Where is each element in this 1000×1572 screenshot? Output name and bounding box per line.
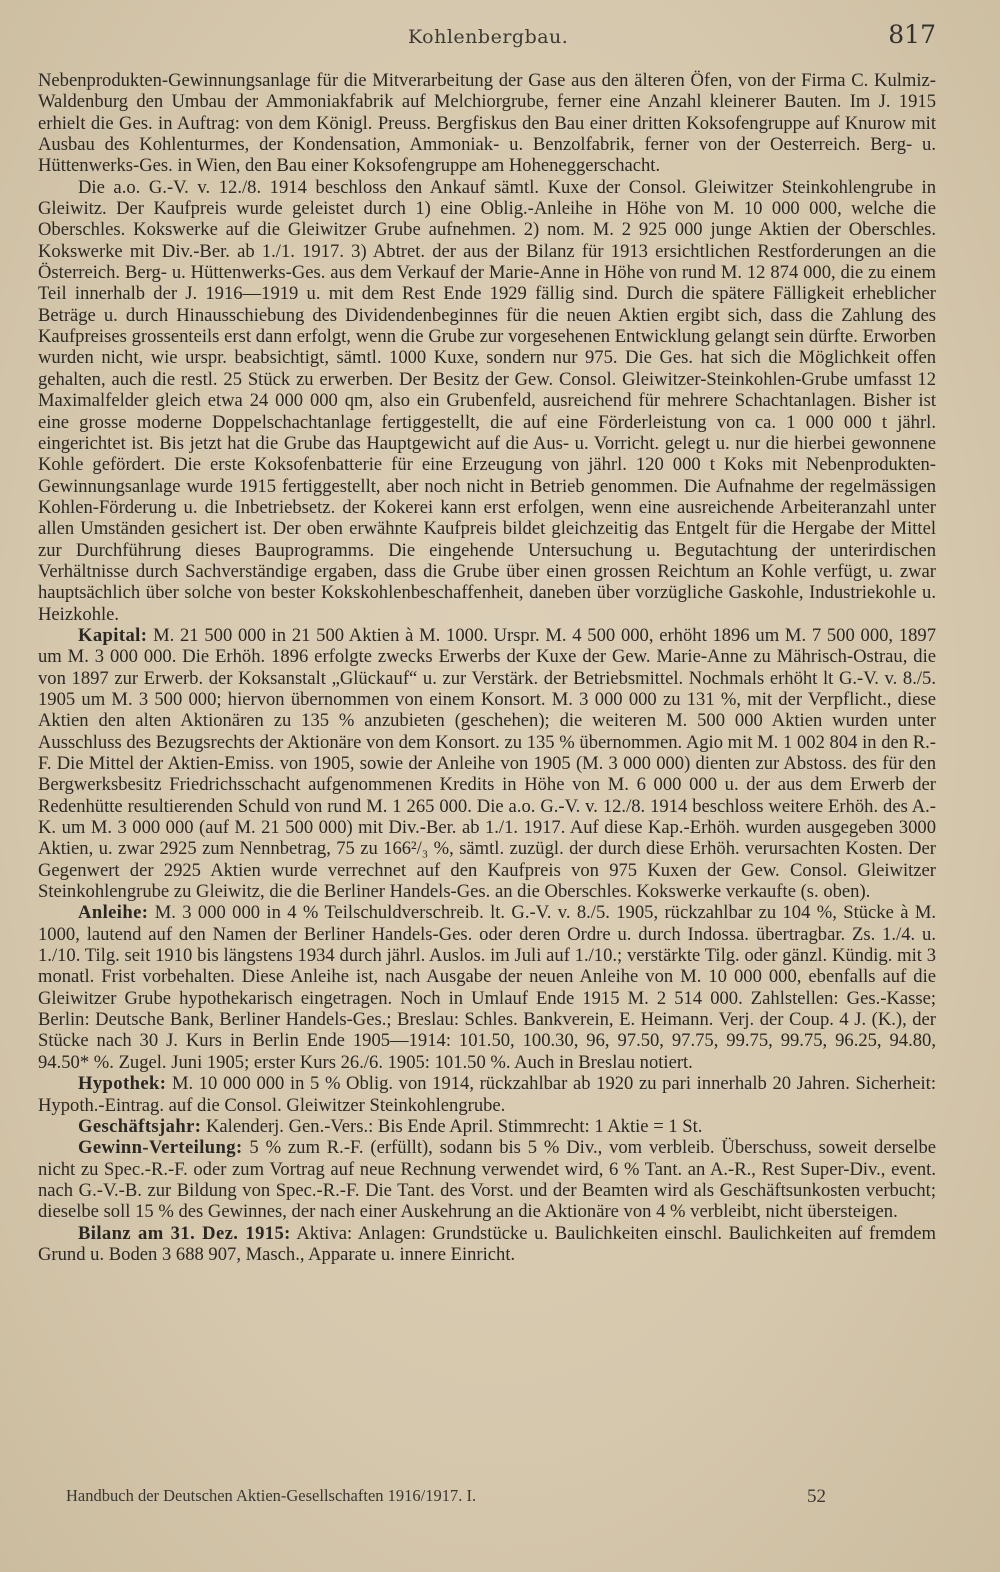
paragraph-gv-ankauf: Die a.o. G.-V. v. 12./8. 1914 beschloss den Ankauf sämtl. Kuxe der Consol. Gleiwitzer Steinkohlengrube in Gleiwitz. Der Kaufpreis wurde geleistet durch 1) eine Oblig.-Anleihe in Höhe von M. 10 000 000, welche die Oberschles. Kokswerke auf die Gleiwitzer Grube aufnehmen. 2) nom. M. 2 925 000 junge Aktien der Oberschles. Kokswerke mit Div.-Ber. ab 1./1. 1917. 3) Abtret. der aus der Bilanz für 1913 ersichtlichen Restforderungen an die Österreich. Berg- u. Hüttenwerks-Ges. aus dem Verkauf der Marie-Anne in Höhe von rund M. 12 874 000, die zu einem Teil innerhalb der J. 1916—1919 u. mit dem Rest Ende 1929 fällig sind. Durch die spätere Fälligkeit erheblicher Beträge u. durch Hinausschiebung des Dividendenbeginnes für die neuen Aktien ergibt sich, dass die Zahlung des Kaufpreises grossenteils erst dann erfolgt, wenn die Grube zur vorgesehenen Entwicklung gelangt sein dürfte. Erworben wurden nicht, wie urspr. beabsichtigt, sämtl. 1000 Kuxe, sondern nur 975. Die Ges. hat sich die Möglichkeit offen gehalten, auch die restl. 25 Stück zu erwerben. Der Besitz der Gew. Consol. Gleiwitzer-Steinkohlen-Grube umfasst 12 Maximalfelder gleich etwa 24 000 000 qm, also ein Grubenfeld, ausreichend für mehrere Schachtanlagen. Bisher ist eine grosse moderne Doppelschachtanlage fertiggestellt, die auf eine Förderleistung von ca. 1 000 000 t jährl. eingerichtet ist. Bis jetzt hat die Grube das Hauptgewicht auf die Aus- u. Vorricht. gelegt u. nur die hierbei gewonnene Kohle gefördert. Die erste Koksofenbatterie für eine Erzeugung von jährl. 120 000 t Koks mit Nebenprodukten-Gewinnungsanlage wurde 1915 fertiggestellt, aber noch nicht in Betrieb genommen. Die Aufnahme der regelmässigen Kohlen-Förderung u. die Inbetriebsetz. der Kokerei kann erst erfolgen, wenn eine ausreichende Arbeiteranzahl unter allen Umständen gesichert ist. Der oben erwähnte Kaufpreis bildet gleichzeitig das Entgelt für die Hergabe der Mittel zur Durchführung dieses Bauprogramms. Die eingehende Untersuchung u. Begutachtung der unterirdischen Verhältnisse durch Sachverständige ergaben, dass die Grube über einen grossen Reichtum an Kohle verfügt, u. zwar hauptsächlich über solche von bester Kokskohlenbeschaffenheit, daneben über vorzügliche Gaskohle, Industriekohle u. Heizkohle.: [38, 176, 936, 625]
footer-title: Handbuch der Deutschen Aktien-Gesellschaften 1916/1917. I.: [66, 1486, 477, 1505]
paragraph-gewinn-verteilung: Gewinn-Verteilung: 5 % zum R.-F. (erfüllt), sodann bis 5 % Div., vom verbleib. Überschuss, soweit derselbe nicht zu Spec.-R.-F. oder zum Vortrag auf neue Rechnung verwendet wird, 6 % Tant. an A.-R., Rest Super-Div., event. nach G.-V.-B. zur Bildung von Spec.-R.-F. Die Tant. des Vorst. und der Beamten wird als Geschäftsunkosten verbucht; dieselbe soll 15 % des Gewinnes, der nach einer Auskehrung an die Aktionäre von 4 % verbleibt, nicht übersteigen.: [38, 1137, 936, 1223]
section-label: Kapital:: [78, 624, 148, 646]
paragraph-hypothek: Hypothek: M. 10 000 000 in 5 % Oblig. von 1914, rückzahlbar ab 1920 zu pari innerhalb 20 Jahren. Sicherheit: Hypoth.-Eintrag. auf die Consol. Gleiwitzer Steinkohlengrube.: [38, 1073, 936, 1116]
section-label: Geschäftsjahr:: [78, 1115, 202, 1137]
paragraph-bilanz: Bilanz am 31. Dez. 1915: Aktiva: Anlagen: Grundstücke u. Baulichkeiten einschl. Baulichkeiten auf fremdem Grund u. Boden 3 688 907, Masch., Apparate u. innere Einricht.: [38, 1222, 936, 1265]
body-text: [38, 70, 936, 1265]
section-label: Anleihe:: [78, 902, 149, 924]
paragraph-anleihe: Anleihe: M. 3 000 000 in 4 % Teilschuldverschreib. lt. G.-V. v. 8./5. 1905, rückzahlbar zu 104 %, Stücke à M. 1000, lautend auf den Namen der Berliner Handels-Ges. oder deren Ordre u. durch Indossa. übertragbar. Zs. 1./4. u. 1./10. Tilg. seit 1910 bis längstens 1934 durch jährl. Auslos. im Juli auf 1./10.; verstärkte Tilg. oder gänzl. Kündig. mit 3 monatl. Frist vorbehalten. Diese Anleihe ist, nach Ausgabe der neuen Anleihe von M. 10 000 000, ebenfalls auf die Gleiwitzer Grube hypothekarisch eingetragen. Noch in Umlauf Ende 1915 M. 2 514 000. Zahlstellen: Ges.-Kasse; Berlin: Deutsche Bank, Berliner Handels-Ges.; Breslau: Schles. Bankverein, E. Heimann. Verj. der Coup. 4 J. (K.), der Stücke nach 30 J. Kurs in Berlin Ende 1905—1914: 101.50, 100.30, 96, 97.50, 97.75, 99.75, 99.75, 96.25, 94.80, 94.50* %. Zugel. Juni 1905; erster Kurs 26./6. 1905: 101.50 %. Auch in Breslau notiert.: [38, 902, 937, 1073]
page-header: [38, 20, 936, 60]
section-label: Hypothek:: [78, 1073, 167, 1095]
paragraph-kapital: Kapital: M. 21 500 000 in 21 500 Aktien à M. 1000. Urspr. M. 4 500 000, erhöht 1896 um M. 7 500 000, 1897 um M. 3 000 000. Die Erhöh. 1896 erfolgte zwecks Erwerbs der Kuxe der Gew. Marie-Anne zu Mährisch-Ostrau, die von 1897 zur Erwerb. der Koksanstalt „Glückauf“ u. zur Verstärk. der Betriebsmittel. Nochmals erhöht lt G.-V. v. 8./5. 1905 um M. 3 500 000; hiervon übernommen von einem Konsort. M. 3 000 000 zu 131 %, mit der Verpflicht., diese Aktien den alten Aktionären zu 135 % anzubieten (geschehen); die weiteren M. 500 000 Aktien wurden unter Ausschluss des Bezugsrechts der Aktionäre von dem Konsort. zu 135 % übernommen. Agio mit M. 1 002 804 in den R.-F. Die Mittel der Aktien-Emiss. von 1905, sowie der Anleihe von 1905 (M. 3 000 000) dienten zur Abstoss. des für den Bergwerksbesitz Friedrichsschacht aufgenommenen Kredits in Höhe von M. 6 000 000 u. der aus dem Erwerb der Redenhütte resultierenden Schuld von rund M. 1 265 000. Die a.o. G.-V. v. 12./8. 1914 beschloss weitere Erhöh. des A.-K. um M. 3 000 000 (auf M. 21 500 000) mit Div.-Ber. ab 1./1. 1917. Auf diese Kap.-Erhöh. wurden ausgegeben 3000 Aktien, u. zwar 2925 zum Nennbetrag, 75 zu 166²/₃ %, sämtl. zuzügl. der durch diese Erhöh. verursachten Kosten. Der Gegenwert der 2925 Aktien wurde verrechnet auf den Kaufpreis von 975 Kuxen der Gew. Consol. Gleiwitzer Steinkohlengrube zu Gleiwitz, die die Berliner Handels-Ges. an die Oberschles. Kokswerke verkaufte (s. oben).: [38, 624, 936, 903]
signature-mark: 52: [807, 1486, 826, 1507]
paragraph-geschaeftsjahr: Geschäftsjahr: Kalenderj. Gen.-Vers.: Bis Ende April. Stimmrecht: 1 Aktie = 1 St.: [78, 1115, 703, 1137]
running-title: Kohlenbergbau.: [408, 26, 569, 48]
page-number: 817: [888, 20, 936, 49]
paragraph-nebenprodukten: Nebenprodukten-Gewinnungsanlage für die Mitverarbeitung der Gase aus den älteren Öfen, von der Firma C. Kulmiz-Waldenburg den Umbau der Ammoniakfabrik auf Melchiorgrube, ferner eine Anzahl kleinerer Bauten. Im J. 1915 erhielt die Ges. in Auftrag: von dem Königl. Preuss. Bergfiskus den Bau einer dritten Koksofengruppe auf Knurow mit Ausbau des Kohlenturmes, der Kondensation, Ammoniak- u. Benzolfabrik, ferner von der Oesterreich. Berg- u. Hüttenwerks-Ges. in Wien, den Bau einer Koksofengruppe am Hoheneggerschacht.: [38, 70, 936, 177]
section-label: Gewinn-Verteilung:: [78, 1137, 243, 1159]
page-footer: [66, 1486, 826, 1508]
section-label: Bilanz am 31. Dez. 1915:: [78, 1222, 291, 1244]
